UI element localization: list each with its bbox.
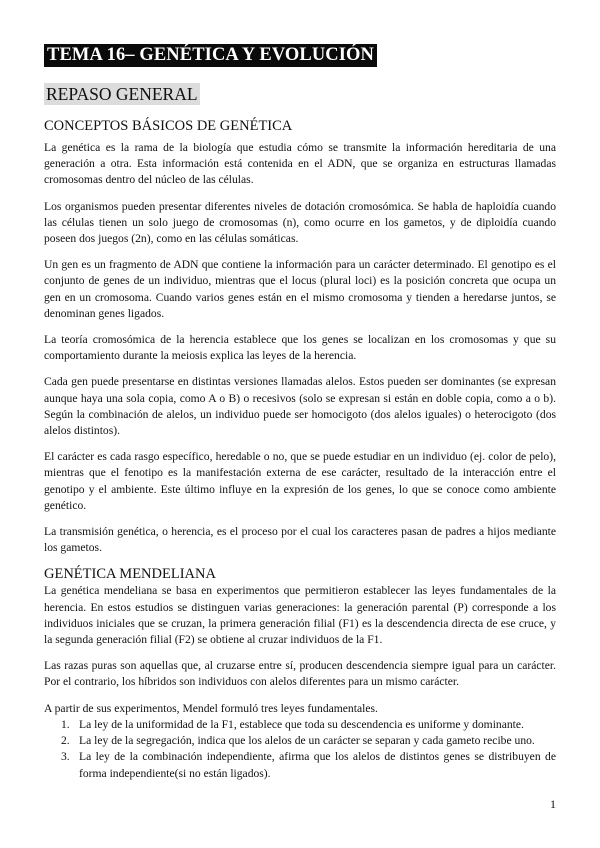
- list-item-text: La ley de la segregación, indica que los alelos de un carácter se separan y cada gameto recibe uno.: [79, 734, 535, 748]
- page-number: 1: [550, 797, 556, 811]
- paragraph: El carácter es cada rasgo específico, heredable o no, que se puede estudiar en un individuo (ej. color de pelo), mientras que el fenotipo es la manifestación externa de ese carácter, resultado de la interacción entre el genotipo y el ambiente. Este último influye en la expresión de los genes, lo que se conoce como ambiente genético.: [44, 450, 556, 512]
- paragraph: Las razas puras son aquellas que, al cruzarse entre sí, producen descendencia siempre igual para un carácter. Por el contrario, los híbridos son individuos con alelos diferentes para un mismo carácter.: [44, 659, 556, 689]
- section-heading-mendeliana: GENÉTICA MENDELIANA: [44, 566, 216, 583]
- paragraph: Cada gen puede presentarse en distintas versiones llamadas alelos. Estos pueden ser dominantes (se expresan aunque haya una sola copia, como A o B) o recesivos (solo se expresan si están en doble copia, como a o b). Según la combinación de alelos, un individuo puede ser homocigoto (dos alelos iguales) o heterocigoto (dos alelos distintos).: [44, 375, 556, 438]
- paragraph: A partir de sus experimentos, Mendel formuló tres leyes fundamentales.: [44, 701, 378, 715]
- paragraph: La teoría cromosómica de la herencia establece que los genes se localizan en los cromosomas y que su comportamiento durante la meiosis explica las leyes de la herencia.: [44, 333, 556, 363]
- list-number: 3.: [61, 750, 70, 764]
- list-number: 2.: [61, 734, 70, 748]
- paragraph: La transmisión genética, o herencia, es el proceso por el cual los caracteres pasan de padres a hijos mediante los gametos.: [44, 525, 556, 555]
- document-page: [44, 44, 556, 782]
- paragraph: Los organismos pueden presentar diferentes niveles de dotación cromosómica. Se habla de haploidía cuando las células tienen un solo juego de cromosomas (n), como ocurre en los gametos, y de diploidía cuando poseen dos juegos (2n), como en las células somáticas.: [44, 199, 556, 246]
- list-item: [44, 717, 556, 733]
- list-item: [44, 733, 556, 749]
- page-subtitle: REPASO GENERAL: [46, 84, 198, 104]
- list-item-text: La ley de la combinación independiente, afirma que los alelos de distintos genes se distribuyen de forma independiente(si no están ligados).: [79, 750, 556, 780]
- list-number: 1.: [61, 717, 70, 731]
- list-item-text: La ley de la uniformidad de la F1, establece que toda su descendencia es uniforme y dominante.: [79, 717, 524, 731]
- paragraph: La genética es la rama de la biología que estudia cómo se transmite la información hereditaria de una generación a otra. Esta información está contenida en el ADN, que se organiza en estructuras llamadas cromosomas dentro del núcleo de las células.: [44, 141, 556, 187]
- paragraph: Un gen es un fragmento de ADN que contiene la información para un carácter determinado. El genotipo es el conjunto de genes de un individuo, mientras que el locus (plural loci) es la posición concreta que ocupa un gen en un cromosoma. Cuando varios genes están en el mismo cromosoma y tienden a heredarse juntos, se denominan genes ligados.: [44, 258, 556, 320]
- page-title: TEMA 16– GENÉTICA Y EVOLUCIÓN: [44, 44, 377, 67]
- list-item: [44, 749, 556, 781]
- mendel-laws-list: [44, 717, 556, 782]
- paragraph: La genética mendeliana se basa en experimentos que permitieron establecer las leyes fundamentales de la herencia. En estos estudios se distinguen varias generaciones: la generación parental (P) corresponde a los individuos iniciales que se cruzan, la primera generación filial (F1) es la descendencia directa de ese cruce, y la segunda generación filial (F2) se obtiene al cruzar individuos de la F1.: [44, 584, 556, 647]
- section-heading-conceptos: CONCEPTOS BÁSICOS DE GENÉTICA: [44, 118, 293, 134]
